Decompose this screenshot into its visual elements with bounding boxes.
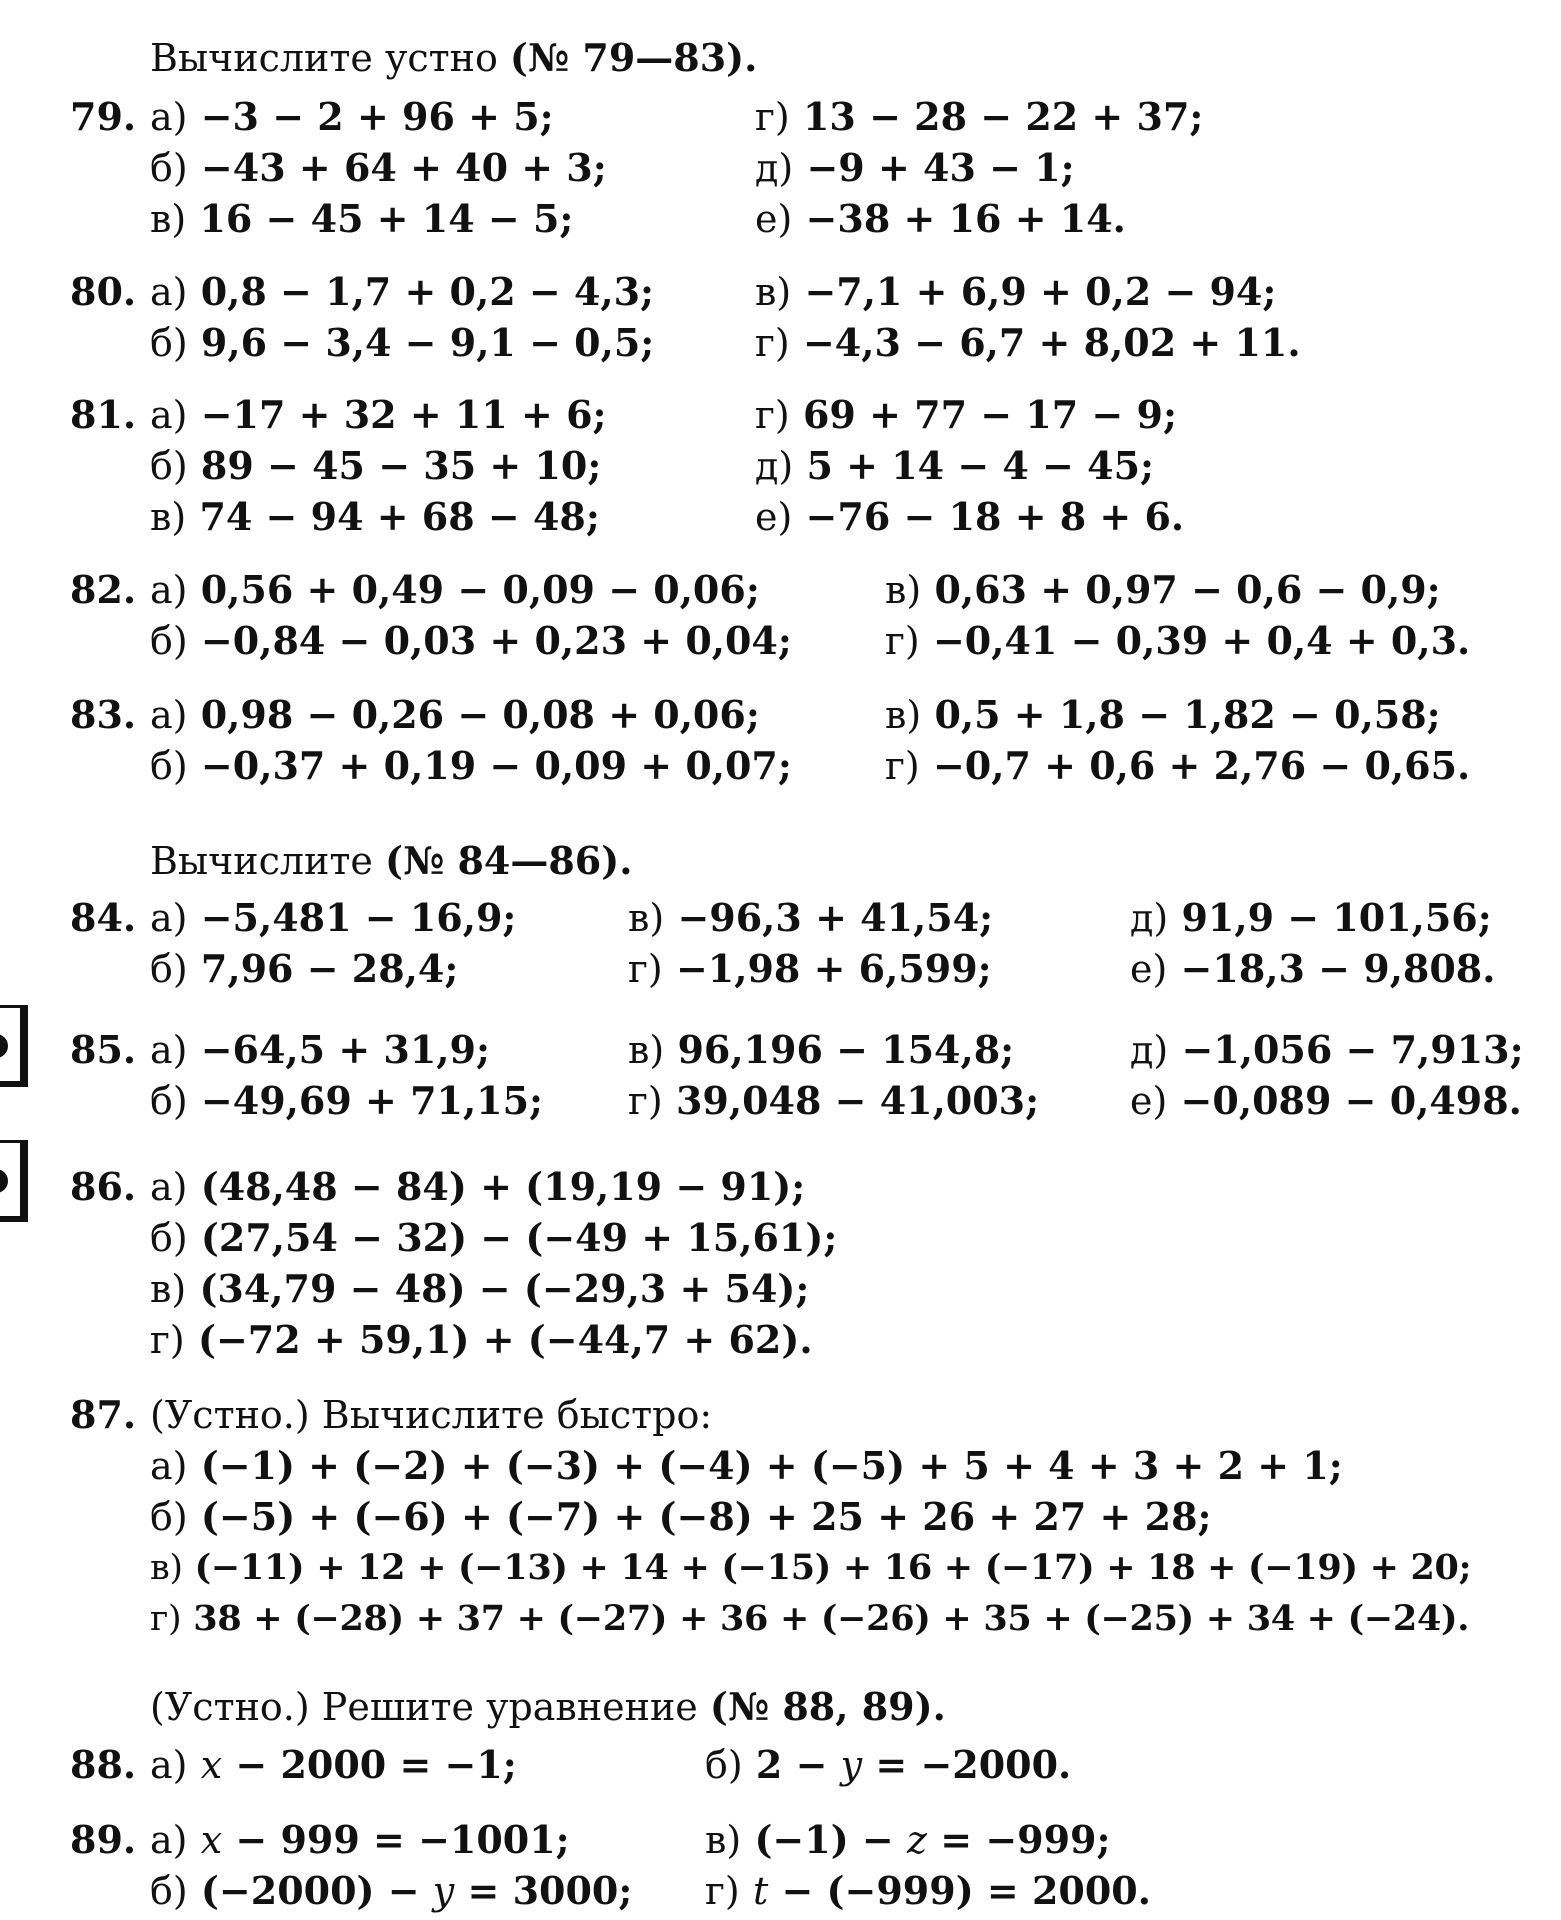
item-e: е) −38 + 16 + 14. xyxy=(755,196,1126,241)
item-a: а) −64,5 + 31,9; xyxy=(150,1027,490,1072)
problem-83 xyxy=(0,690,1561,792)
problem-row xyxy=(0,267,1561,318)
item-v: в) 0,63 + 0,97 − 0,6 − 0,9; xyxy=(885,567,1441,612)
problem-row xyxy=(0,390,1561,441)
item-b: б) 89 − 45 − 35 + 10; xyxy=(150,443,602,488)
item-g: г) −0,7 + 0,6 + 2,76 − 0,65. xyxy=(885,743,1471,788)
problem-number: 88. xyxy=(70,1742,137,1787)
item-b: б) −43 + 64 + 40 + 3; xyxy=(150,145,607,190)
item-d: д) 5 + 14 − 4 − 45; xyxy=(755,443,1155,488)
item-b: б) −49,69 + 71,15; xyxy=(150,1078,544,1123)
problem-number: 79. xyxy=(70,94,137,139)
item-a: а) (−1) + (−2) + (−3) + (−4) + (−5) + 5 + 4 + 3 + 2 + 1; xyxy=(150,1443,1343,1488)
problem-row xyxy=(0,1162,1561,1213)
item-a: а) −3 − 2 + 96 + 5; xyxy=(150,94,554,139)
item-v: в) (−1) − z = −999; xyxy=(705,1817,1111,1862)
problem-row xyxy=(0,1492,1561,1543)
problem-row xyxy=(0,1815,1561,1866)
item-b: б) (−2000) − y = 3000; xyxy=(150,1868,633,1913)
item-b: б) (27,54 − 32) − (−49 + 15,61); xyxy=(150,1215,838,1260)
problem-row xyxy=(0,1740,1561,1791)
item-v: в) (34,79 − 48) − (−29,3 + 54); xyxy=(150,1266,810,1311)
problem-row xyxy=(0,741,1561,792)
problem-89 xyxy=(0,1815,1561,1917)
problem-number: 84. xyxy=(70,895,137,940)
item-b: б) −0,37 + 0,19 − 0,09 + 0,07; xyxy=(150,743,792,788)
item-d: д) −9 + 43 − 1; xyxy=(755,145,1075,190)
item-a: а) 0,8 − 1,7 + 0,2 − 4,3; xyxy=(150,269,655,314)
problem-number: 81. xyxy=(70,392,137,437)
problem-85 xyxy=(0,1025,1561,1127)
item-b: б) −0,84 − 0,03 + 0,23 + 0,04; xyxy=(150,618,792,663)
item-d: д) −1,056 − 7,913; xyxy=(1130,1027,1524,1072)
problem-84 xyxy=(0,893,1561,995)
problem-row xyxy=(0,1213,1561,1264)
problem-number: 82. xyxy=(70,567,137,612)
problem-row xyxy=(0,565,1561,616)
problem-row xyxy=(0,143,1561,194)
item-v: в) 74 − 94 + 68 − 48; xyxy=(150,494,600,539)
item-g: г) 38 + (−28) + 37 + (−27) + 36 + (−26) + 35 + (−25) + 34 + (−24). xyxy=(150,1598,1470,1639)
item-v: в) 0,5 + 1,8 − 1,82 − 0,58; xyxy=(885,692,1441,737)
item-g: г) −0,41 − 0,39 + 0,4 + 0,3. xyxy=(885,618,1471,663)
item-b: б) 7,96 − 28,4; xyxy=(150,946,459,991)
item-g: г) 13 − 28 − 22 + 37; xyxy=(755,94,1204,139)
problem-row xyxy=(0,1025,1561,1076)
item-b: б) (−5) + (−6) + (−7) + (−8) + 25 + 26 + 27 + 28; xyxy=(150,1494,1212,1539)
problem-row xyxy=(0,1543,1561,1594)
item-a: а) x − 999 = −1001; xyxy=(150,1817,570,1862)
problem-intro: (Устно.) Вычислите быстро: xyxy=(150,1393,713,1437)
problem-79 xyxy=(0,92,1561,245)
problem-row xyxy=(0,944,1561,995)
item-v: в) −7,1 + 6,9 + 0,2 − 94; xyxy=(755,269,1277,314)
problem-row xyxy=(0,1866,1561,1917)
problem-row xyxy=(0,1264,1561,1315)
item-g: г) −4,3 − 6,7 + 8,02 + 11. xyxy=(755,320,1301,365)
item-g: г) (−72 + 59,1) + (−44,7 + 62). xyxy=(150,1317,813,1362)
item-g: г) t − (−999) = 2000. xyxy=(705,1868,1151,1913)
section-heading-88-89: (Устно.) Решите уравнение (№ 88, 89). xyxy=(150,1684,946,1729)
problem-row xyxy=(0,92,1561,143)
section-heading-84-86: Вычислите (№ 84—86). xyxy=(150,838,633,883)
problem-row xyxy=(0,1315,1561,1366)
item-e: е) −76 − 18 + 8 + 6. xyxy=(755,494,1185,539)
problem-82 xyxy=(0,565,1561,667)
problem-row xyxy=(0,1594,1561,1645)
problem-88 xyxy=(0,1740,1561,1791)
problem-row xyxy=(0,893,1561,944)
item-a: а) −5,481 − 16,9; xyxy=(150,895,517,940)
item-e: е) −18,3 − 9,808. xyxy=(1130,946,1496,991)
problem-row xyxy=(0,441,1561,492)
item-v: в) 96,196 − 154,8; xyxy=(628,1027,1015,1072)
problem-87 xyxy=(0,1390,1561,1645)
item-g: г) 39,048 − 41,003; xyxy=(628,1078,1040,1123)
item-a: а) −17 + 32 + 11 + 6; xyxy=(150,392,607,437)
problem-number: 80. xyxy=(70,269,137,314)
problem-row xyxy=(0,616,1561,667)
problem-80 xyxy=(0,267,1561,369)
item-a: а) x − 2000 = −1; xyxy=(150,1742,517,1787)
problem-number: 86. xyxy=(70,1164,137,1209)
item-b: б) 2 − y = −2000. xyxy=(705,1742,1072,1787)
problem-row xyxy=(0,492,1561,543)
item-d: д) 91,9 − 101,56; xyxy=(1130,895,1492,940)
item-g: г) −1,98 + 6,599; xyxy=(628,946,992,991)
item-g: г) 69 + 77 − 17 − 9; xyxy=(755,392,1177,437)
problem-row xyxy=(0,1076,1561,1127)
section-heading-79-83: Вычислите устно (№ 79—83). xyxy=(150,35,758,80)
problem-number: 83. xyxy=(70,692,137,737)
item-a: а) 0,98 − 0,26 − 0,08 + 0,06; xyxy=(150,692,760,737)
problem-row xyxy=(0,318,1561,369)
problem-row xyxy=(0,194,1561,245)
problem-number: 85. xyxy=(70,1027,137,1072)
problem-row xyxy=(0,1441,1561,1492)
item-a: а) (48,48 − 84) + (19,19 − 91); xyxy=(150,1164,806,1209)
problem-86 xyxy=(0,1162,1561,1366)
item-e: е) −0,089 − 0,498. xyxy=(1130,1078,1522,1123)
item-b: б) 9,6 − 3,4 − 9,1 − 0,5; xyxy=(150,320,655,365)
problem-81 xyxy=(0,390,1561,543)
problem-row xyxy=(0,690,1561,741)
problem-number: 87. xyxy=(70,1392,137,1437)
problem-number: 89. xyxy=(70,1817,137,1862)
item-v: в) −96,3 + 41,54; xyxy=(628,895,994,940)
item-v: в) (−11) + 12 + (−13) + 14 + (−15) + 16 + (−17) + 18 + (−19) + 20; xyxy=(150,1547,1472,1588)
item-a: а) 0,56 + 0,49 − 0,09 − 0,06; xyxy=(150,567,760,612)
item-v: в) 16 − 45 + 14 − 5; xyxy=(150,196,574,241)
